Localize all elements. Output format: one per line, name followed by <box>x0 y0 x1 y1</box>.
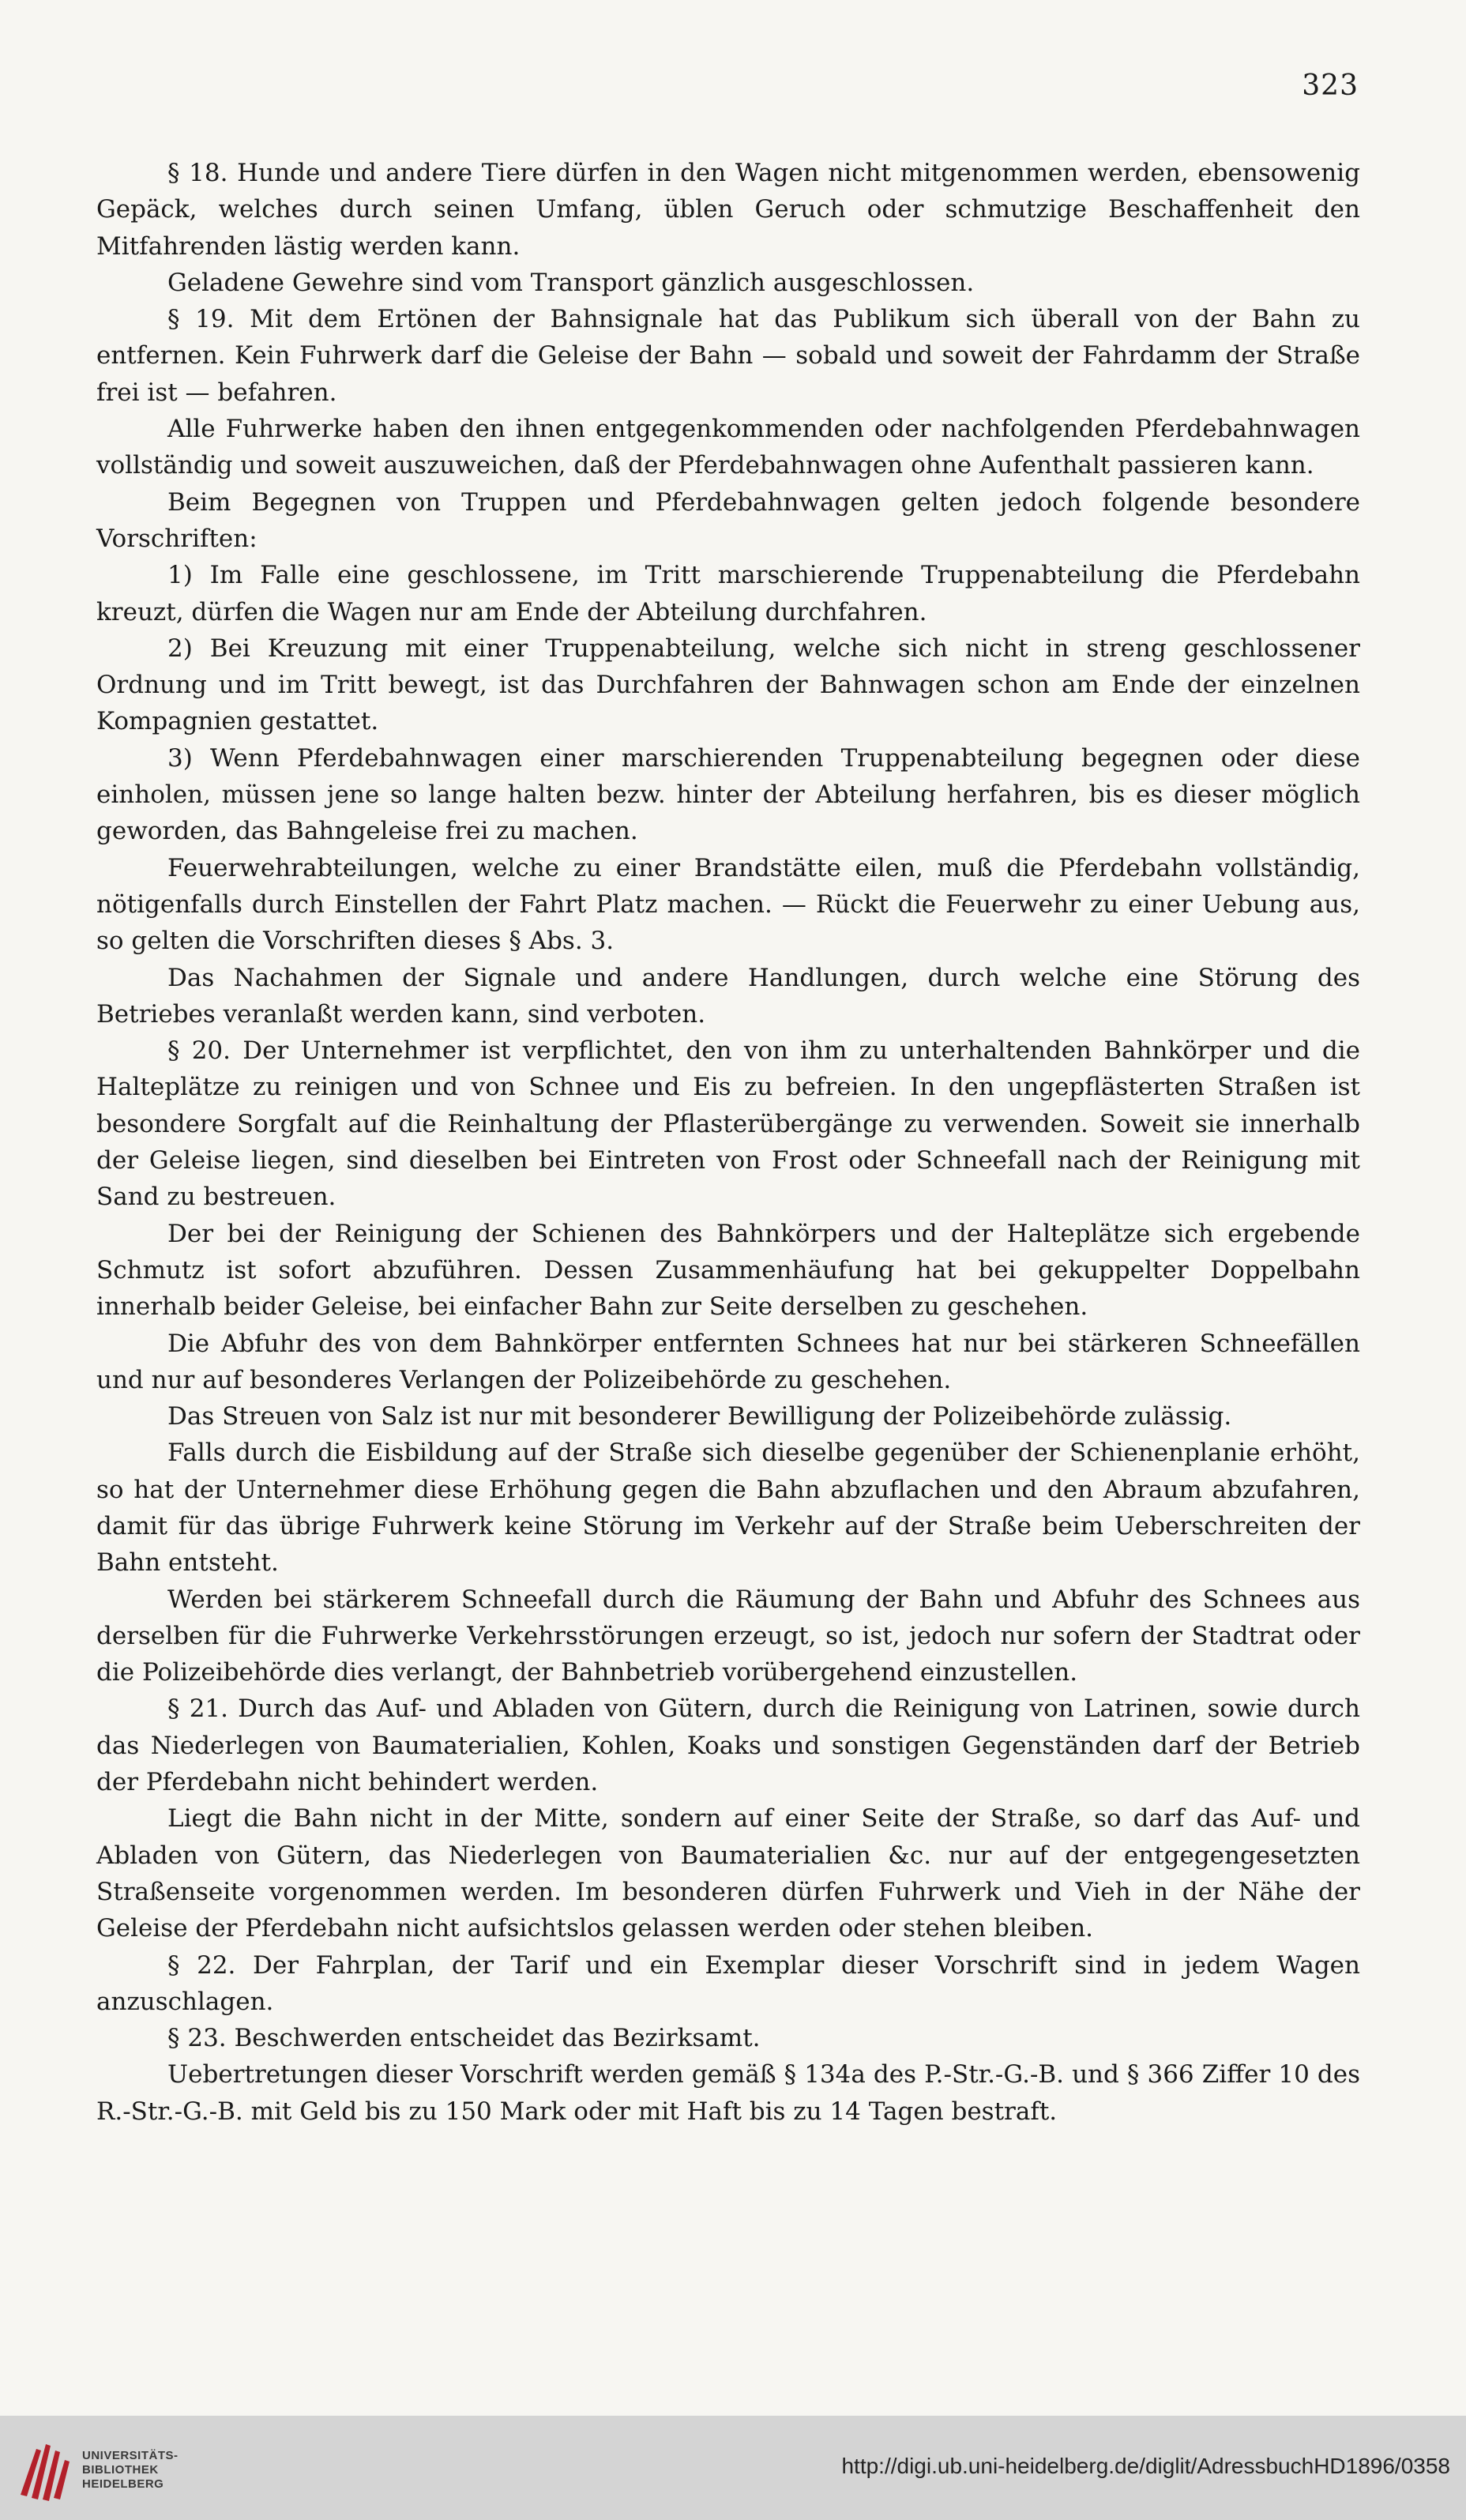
paragraph-troops-intro: Beim Begegnen von Truppen und Pferdebahnwagen gelten jedoch folgende besondere Vorschriften: <box>96 487 1360 553</box>
paragraph-fire-brigade: Feuerwehrabteilungen, welche zu einer Brandstätte eilen, muß die Pferdebahn vollständig, nötigenfalls durch Einstellen der Fahrt Platz machen. — Rückt die Feuerwehr zu einer Uebung aus, so gelten die Vorschriften dieses § Abs. 3. <box>96 853 1360 956</box>
logo-line-1: UNIVERSITÄTS- <box>82 2449 179 2462</box>
paragraph-vehicles-yield: Alle Fuhrwerke haben den ihnen entgegenkommenden oder nachfolgenden Pferdebahnwagen vollständig und soweit auszuweichen, daß der Pferdebahnwagen ohne Aufenthalt passieren kann. <box>96 415 1360 480</box>
logo-line-2: BIBLIOTHEK <box>82 2463 159 2477</box>
paragraph-snow-removal: Die Abfuhr des von dem Bahnkörper entfernten Schnees hat nur bei stärkeren Schneefällen und nur auf besonderes Verlangen der Polizeibehörde zu geschehen. <box>96 1329 1360 1394</box>
document-body <box>96 155 1360 2130</box>
source-url-link[interactable]: http://digi.ub.uni-heidelberg.de/diglit/AdressbuchHD1896/0358 <box>841 2454 1450 2478</box>
paragraph-rule-2: 2) Bei Kreuzung mit einer Truppenabteilung, welche sich nicht in streng geschlossener Ordnung und im Tritt bewegt, ist das Durchfahren der Bahnwagen schon am Ende der einzelnen Kompagnien gestattet. <box>96 634 1360 736</box>
paragraph-salt: Das Streuen von Salz ist nur mit besonderer Bewilligung der Polizeibehörde zulässig. <box>167 1402 1232 1431</box>
paragraph-s21: § 21. Durch das Auf- und Abladen von Gütern, durch die Reinigung von Latrinen, sowie durch das Niederlegen von Baumaterialien, Kohlen, Koaks und sonstigen Gegenständen darf der Betrieb der Pferdebahn nicht behindert werden. <box>96 1694 1360 1797</box>
paragraph-s20: § 20. Der Unternehmer ist verpflichtet, den von ihm zu unterhaltenden Bahnkörper und die Halteplätze zu reinigen und von Schnee und Eis zu befreien. In den ungepflästerten Straßen ist besondere Sorgfalt auf die Reinhaltung der Pflasterübergänge zu verwenden. Soweit sie innerhalb der Geleise liegen, sind dieselben bei Eintreten von Frost oder Schneefall nach der Reinigung mit Sand zu bestreuen. <box>96 1036 1360 1212</box>
library-name <box>82 2449 179 2492</box>
paragraph-loaded-weapons: Geladene Gewehre sind vom Transport gänzlich ausgeschlossen. <box>167 268 975 297</box>
footer-bar <box>0 2416 1466 2520</box>
paragraph-s18: § 18. Hunde und andere Tiere dürfen in den Wagen nicht mitgenommen werden, ebensowenig Gepäck, welches durch seinen Umfang, üblen Geruch oder schmutzige Beschaffenheit den Mitfahrenden lästig werden kann. <box>96 159 1360 261</box>
library-logo[interactable] <box>14 2433 196 2504</box>
paragraph-rule-1: 1) Im Falle eine geschlossene, im Tritt marschierende Truppenabteilung die Pferdebahn kreuzt, dürfen die Wagen nur am Ende der Abteilung durchfahren. <box>96 561 1360 626</box>
page-number: 323 <box>1302 70 1359 102</box>
paragraph-s22: § 22. Der Fahrplan, der Tarif und ein Exemplar dieser Vorschrift sind in jedem Wagen anzuschlagen. <box>96 1950 1360 2016</box>
logo-line-3: HEIDELBERG <box>82 2477 164 2491</box>
paragraph-heavy-snow: Werden bei stärkerem Schneefall durch die Räumung der Bahn und Abfuhr des Schnees aus derselben für die Fuhrwerke Verkehrsstörungen erzeugt, so ist, jedoch nur sofern der Stadtrat oder die Polizeibehörde dies verlangt, der Bahnbetrieb vorübergehend einzustellen. <box>96 1585 1360 1687</box>
paragraph-ice: Falls durch die Eisbildung auf der Straße sich dieselbe gegenüber der Schienenplanie erhöht, so hat der Unternehmer diese Erhöhung gegen die Bahn abzuflachen und den Abraum abzufahren, damit für das übrige Fuhrwerk keine Störung im Verkehr auf der Straße beim Ueberschreiten der Bahn entsteht. <box>96 1439 1360 1578</box>
paragraph-penalties: Uebertretungen dieser Vorschrift werden gemäß § 134a des P.-Str.-G.-B. und § 366 Ziffer 10 des R.-Str.-G.-B. mit Geld bis zu 150 Mark oder mit Haft bis zu 14 Tagen bestraft. <box>96 2060 1360 2126</box>
paragraph-s19: § 19. Mit dem Ertönen der Bahnsignale hat das Publikum sich überall von der Bahn zu entfernen. Kein Fuhrwerk darf die Geleise der Bahn — sobald und soweit der Fahrdamm der Straße frei ist — befahren. <box>96 305 1360 407</box>
paragraph-s23: § 23. Beschwerden entscheidet das Bezirksamt. <box>167 2024 761 2053</box>
library-emblem-icon <box>14 2433 76 2504</box>
paragraph-dirt-removal: Der bei der Reinigung der Schienen des Bahnkörpers und der Halteplätze sich ergebende Schmutz ist sofort abzuführen. Dessen Zusammenhäufung hat bei gekuppelter Doppelbahn innerhalb beider Geleise, bei einfacher Bahn zur Seite derselben zu geschehen. <box>96 1219 1360 1322</box>
paragraph-signals: Das Nachahmen der Signale und andere Handlungen, durch welche eine Störung des Betriebes veranlaßt werden kann, sind verboten. <box>96 963 1360 1029</box>
paragraph-rule-3: 3) Wenn Pferdebahnwagen einer marschierenden Truppenabteilung begegnen oder diese einholen, müssen jene so lange halten bezw. hinter der Abteilung herfahren, bis es dieser möglich geworden, das Bahngeleise frei zu machen. <box>96 743 1360 846</box>
paragraph-side-track: Liegt die Bahn nicht in der Mitte, sondern auf einer Seite der Straße, so darf das Auf- und Abladen von Gütern, das Niederlegen von Baumaterialien &c. nur auf der entgegengesetzten Straßenseite vorgenommen werden. Im besonderen dürfen Fuhrwerk und Vieh in der Nähe der Geleise der Pferdebahn nicht aufsichtslos gelassen werden oder stehen bleiben. <box>96 1804 1360 1943</box>
